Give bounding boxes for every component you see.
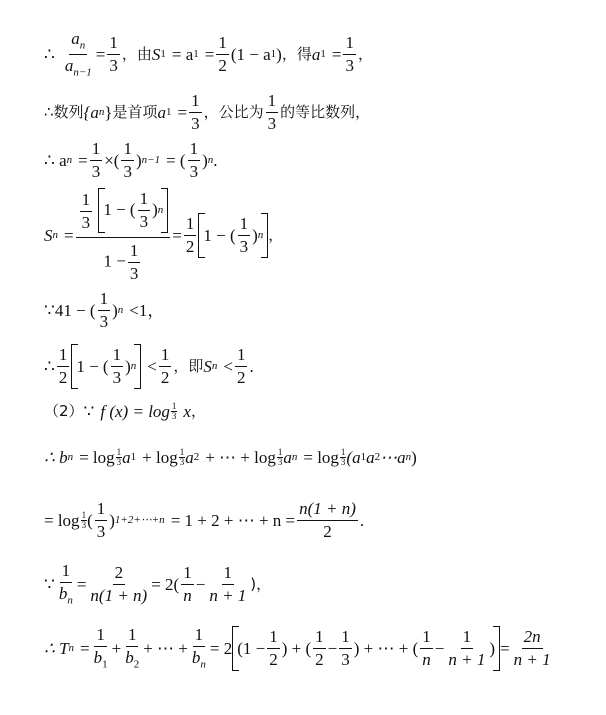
line-2: ∴数列 {a n } 是首项 a 1 = $\frac{1}{3}$ ，公比为 $\frac{1}{3}$ 的等比数列， [44, 91, 371, 133]
fraction-an-over-an-1: $\frac{a_n}{a_{n-1}}$ [64, 29, 92, 79]
text-ratio: ，公比为 [203, 102, 264, 121]
line-11: ∴ T n = $\frac{1}{b_1}$ + $\frac{1}{b_2}$ + ⋯ + $\frac{1}{b_n}$ = 2 (1 − $\frac{1}{2}$ ) + ( $\frac{1}{2}$ − $\frac{1}{3}$ ) + ⋯ + ( $\frac{1}{n}$ − $\frac{1}{n + 1}$ ) = $\frac{2n}{n + 1}$ [44, 625, 551, 671]
therefore-symbol: ∴ [44, 44, 55, 64]
line-6: ∴ $\frac{1}{2}$ 1 − ( $\frac{1}{3}$ ) n < $\frac{1}{2}$ ，即 S n < $\frac{1}{2}$ . [44, 345, 254, 387]
part-label: （2） [44, 402, 84, 420]
line-3: ∴ a n = $\frac{1}{3}$ ×( $\frac{1}{3}$ ) n−1 = ( $\frac{1}{3}$ ) n . [44, 139, 218, 181]
line-4: S n = $\frac{1}{3}$ 1 − ( $\frac{1}{3}$ ) n 1 − $\frac{1}{3}$ = $\frac{1}{2}$ 1 − ( $\frac{1}{3}$ ) n ， [44, 189, 284, 283]
line-10: ∵ $\frac{1}{b_n}$ = $\frac{2}{n(1 + n)}$ = 2( $\frac{1}{n}$ − $\frac{1}{n + 1}$ )， [44, 561, 272, 607]
text-get: ，得 [281, 44, 312, 63]
line-9: = log 1 3 ( $\frac{1}{3}$ ) 1+2+⋯+n = 1 + 2 + ⋯ + n = $\frac{n(1 + n)}{2}$ . [44, 499, 365, 541]
line-8: ∴ b n = log 1 3 a 1 + log 1 3 a 2 + ⋯ + log 1 3 a n = log 1 3 (a 1 a 2 ⋯a n ) [44, 447, 417, 467]
line-1: ∴ $\frac{a_n}{a_{n-1}}$ = $\frac{1}{3}$ ，由 S 1 = a 1 = $\frac{1}{2}$ (1 − a 1 ) ，得 a 1 = $\frac{1}{3}$ ， [44, 29, 373, 79]
text-geometric: 的等比数列， [280, 102, 371, 121]
text-first-term: 是首项 [112, 102, 158, 121]
fraction-one-half: $\frac{1}{2}$ [218, 33, 227, 75]
line-5: ∵ 41 − ( $\frac{1}{3}$ ) n <1， [44, 289, 165, 331]
fraction-one-third-b: $\frac{1}{3}$ [345, 33, 354, 75]
line-7: （2） ∵ f (x) = log 1 3 x ， [44, 401, 206, 421]
fraction-sum-formula: $\frac{1}{3}$ 1 − ( $\frac{1}{3}$ ) n 1 − $\frac{1}{3}$ [76, 188, 171, 282]
fraction-one-third: $\frac{1}{3}$ [109, 33, 118, 75]
text-by: ，由 [121, 44, 152, 63]
text-sequence: ∴数列 [44, 102, 84, 121]
